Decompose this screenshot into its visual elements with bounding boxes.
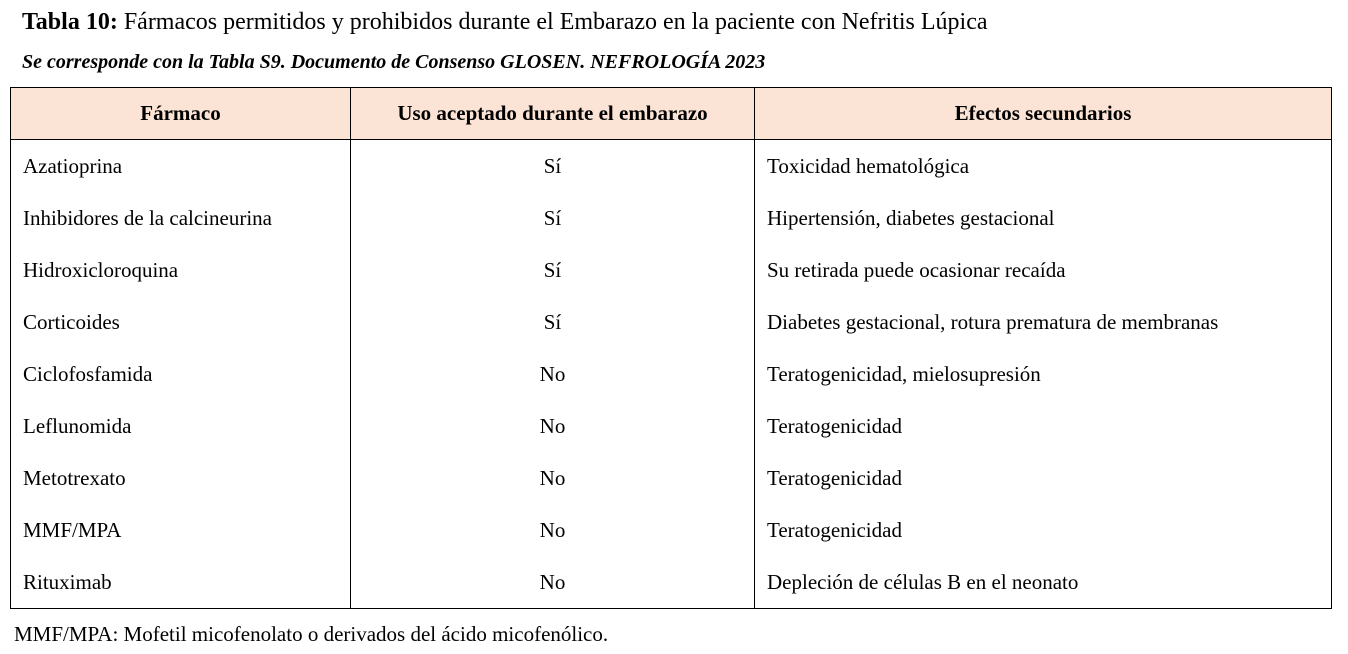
table-subtitle: Se corresponde con la Tabla S9. Documento de Consenso GLOSEN. NEFROLOGÍA 2023	[22, 51, 766, 73]
effects-cell: Teratogenicidad, mielosupresión	[755, 348, 1332, 400]
use-cell: No	[351, 452, 755, 504]
table-number-label: Tabla 10:	[22, 9, 118, 35]
table-title	[22, 6, 988, 38]
drug-cell: Inhibidores de la calcineurina	[11, 192, 351, 244]
table-row	[11, 244, 1332, 296]
effects-cell: Su retirada puede ocasionar recaída	[755, 244, 1332, 296]
drug-cell: Azatioprina	[11, 140, 351, 193]
use-cell: No	[351, 556, 755, 609]
header-use: Uso aceptado durante el embarazo	[351, 88, 755, 140]
table-row	[11, 556, 1332, 609]
use-cell: No	[351, 348, 755, 400]
effects-cell: Depleción de células B en el neonato	[755, 556, 1332, 609]
effects-cell: Hipertensión, diabetes gestacional	[755, 192, 1332, 244]
drug-cell: Ciclofosfamida	[11, 348, 351, 400]
table-title-text: Fármacos permitidos y prohibidos durante el Embarazo en la paciente con Nefritis Lúpica	[117, 9, 988, 35]
effects-cell: Toxicidad hematológica	[755, 140, 1332, 193]
use-cell: No	[351, 400, 755, 452]
table-row	[11, 348, 1332, 400]
effects-cell: Teratogenicidad	[755, 400, 1332, 452]
header-effects: Efectos secundarios	[755, 88, 1332, 140]
effects-cell: Diabetes gestacional, rotura prematura de membranas	[755, 296, 1332, 348]
drug-cell: Rituximab	[11, 556, 351, 609]
use-cell: No	[351, 504, 755, 556]
table-row	[11, 452, 1332, 504]
table-footnote: MMF/MPA: Mofetil micofenolato o derivados del ácido micofenólico.	[14, 622, 609, 646]
drug-cell: Metotrexato	[11, 452, 351, 504]
header-drug: Fármaco	[11, 88, 351, 140]
table-row	[11, 192, 1332, 244]
table-row	[11, 296, 1332, 348]
drug-cell: Leflunomida	[11, 400, 351, 452]
table-row	[11, 504, 1332, 556]
use-cell: Sí	[351, 244, 755, 296]
drugs-table	[10, 87, 1332, 609]
drug-cell: Corticoides	[11, 296, 351, 348]
table-header-row	[11, 88, 1332, 140]
effects-cell: Teratogenicidad	[755, 452, 1332, 504]
use-cell: Sí	[351, 296, 755, 348]
effects-cell: Teratogenicidad	[755, 504, 1332, 556]
use-cell: Sí	[351, 192, 755, 244]
use-cell: Sí	[351, 140, 755, 193]
drug-cell: Hidroxicloroquina	[11, 244, 351, 296]
table-row	[11, 400, 1332, 452]
table-row	[11, 140, 1332, 193]
drug-cell: MMF/MPA	[11, 504, 351, 556]
